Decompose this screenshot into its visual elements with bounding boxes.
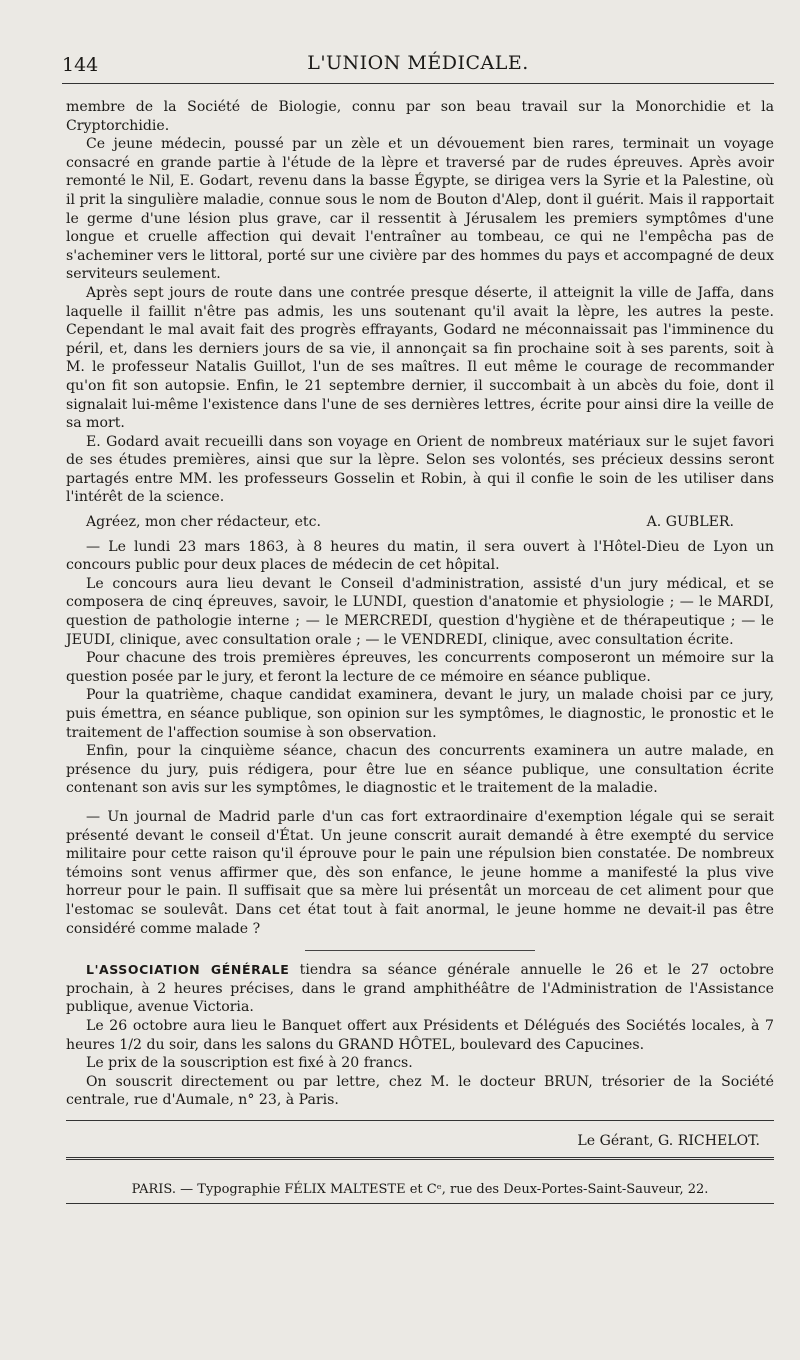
paragraph-materiaux: E. Godard avait recueilli dans son voyage en Orient de nombreux matériaux sur le sujet favori de ses études premières, ainsi que sur la lèpre. Selon ses volontés, ses précieux dessins seront partagés entre MM. les professeurs Gosselin et Robin, à qui il confie le soin de les utiliser dans l'intérêt de la science. [66, 433, 774, 506]
article-body [66, 98, 774, 1204]
section-divider [305, 950, 535, 951]
paragraph-concours-epreuves: Le concours aura lieu devant le Conseil d'administration, assisté d'un jury médical, et se composera de cinq épreuves, savoir, le LUNDI, question d'anatomie et physiologie ; — le MARDI, question de pathologie interne ; — le MERCREDI, question d'hygiène et de thérapeutique ; — le JEUDI, clinique, avec consultation orale ; — le VENDREDI, clinique, avec consultation écrite. [66, 575, 774, 648]
paragraph-souscription: On souscrit directement ou par lettre, chez M. le docteur BRUN, trésorier de la Société centrale, rue d'Aumale, n° 23, à Paris. [66, 1073, 774, 1109]
paragraph-jaffa: Après sept jours de route dans une contrée presque déserte, il atteignit la ville de Jaffa, dans laquelle il faillit n'être pas admis, les uns soutenant qu'il avait la lèpre, les autres la peste. Cependant le mal avait fait des progrès effrayants, Godard ne méconnaissait pas l'imminence du péril, et, dans les derniers jours de sa vie, il annonçait sa fin prochaine soit à ses parents, soit à M. le professeur Natalis Guillot, l'un de ses maîtres. Il eut même le courage de recommander qu'on fit son autopsie. Enfin, le 21 septembre dernier, il succombait à un abcès du foie, dont il signalait lui-même l'existence dans l'une de ses dernières lettres, écrite pour ainsi dire la veille de sa mort. [66, 284, 774, 432]
footer-rule [66, 1203, 774, 1204]
running-title: L'UNION MÉDICALE. [307, 52, 529, 74]
paragraph-biologie: membre de la Société de Biologie, connu par son beau travail sur la Monorchidie et la Cryptorchidie. [66, 99, 774, 134]
header-rule [62, 83, 774, 84]
end-rule [66, 1120, 774, 1121]
signature: A. GUBLER. [646, 514, 734, 531]
paragraph-madrid: — Un journal de Madrid parle d'un cas fort extraordinaire d'exemption légale qui se serait présenté devant le conseil d'État. Un jeune conscrit aurait demandé à être exempté du service militaire pour cette raison qu'il éprouve pour le pain une répulsion bien constatée. De nombreux témoins sont venus affirmer que, dès son enfance, le jeune homme a manifesté la plus vive horreur pour le pain. Il suffisait que sa mère lui présentât un morceau de cet aliment pour que l'estomac se soulevât. Dans cet état tout à fait anormal, le jeune homme ne devait-il pas être considéré comme malade ? [66, 808, 774, 937]
paragraph-association [66, 961, 774, 1017]
association-text: tiendra sa séance générale annuelle le 26 et le 27 octobre prochain, à 2 heures précises, dans le grand amphithéâtre de l'Administration de l'Assistance publique, avenue Victoria. [66, 962, 774, 1016]
paragraph-banquet: Le 26 octobre aura lieu le Banquet offert aux Présidents et Délégués des Sociétés locales, à 7 heures 1/2 du soir, dans les salons du GRAND HÔTEL, boulevard des Capucines. [66, 1017, 774, 1053]
paragraph-quatrieme-epreuve: Pour la quatrième, chaque candidat examinera, devant le jury, un malade choisi par ce jury, puis émettra, en séance publique, son opinion sur les symptômes, le diagnostic, le pronostic et le traitement de l'affection soumise à son observation. [66, 687, 774, 741]
paragraph-concours-annonce: — Le lundi 23 mars 1863, à 8 heures du matin, il sera ouvert à l'Hôtel-Dieu de Lyon un concours public pour deux places de médecin de cet hôpital. [66, 538, 774, 574]
association-lead: L'ASSOCIATION GÉNÉRALE [86, 962, 290, 978]
gerant-signature: Le Gérant, G. RICHELOT. [577, 1132, 760, 1149]
closing-formula: Agréez, mon cher rédacteur, etc. [86, 514, 321, 531]
paragraph-souscription-prix: Le prix de la souscription est fixé à 20 francs. [86, 1055, 413, 1072]
printer-imprint: PARIS. — Typographie FÉLIX MALTESTE et Cᵉ, rue des Deux-Portes-Saint-Sauveur, 22. [131, 1181, 709, 1197]
page-number: 144 [62, 54, 99, 76]
paragraph-premieres-epreuves: Pour chacune des trois premières épreuves, les concurrents composeront un mémoire sur la question posée par le jury, et feront la lecture de ce mémoire en séance publique. [66, 650, 774, 685]
paragraph-cinquieme-epreuve: Enfin, pour la cinquième séance, chacun des concurrents examinera un autre malade, en présence du jury, puis rédigera, pour être lue en séance publique, une consultation écrite contenant son avis sur les symptômes, le diagnostic et le traitement de la maladie. [66, 743, 774, 797]
page-header [62, 48, 774, 84]
paragraph-voyage: Ce jeune médecin, poussé par un zèle et un dévouement bien rares, terminait un voyage consacré en grande partie à l'étude de la lèpre et traversé par de rudes épreuves. Après avoir remonté le Nil, E. Godart, revenu dans la basse Égypte, se dirigea vers la Syrie et la Palestine, où il prit la singulière maladie, connue sous le nom de Bouton d'Alep, dont il guérit. Mais il rapportait le germe d'une lésion plus grave, car il ressentit à Jérusalem les premiers symptômes d'une longue et cruelle affection qui devait l'entraîner au tombeau, ce qui ne l'empêcha pas de s'acheminer vers le littoral, porté sur une civière par des hommes du pays et accompagné de deux serviteurs seulement. [66, 136, 774, 283]
footer-double-rule [66, 1157, 774, 1160]
letter-closing [66, 513, 774, 532]
